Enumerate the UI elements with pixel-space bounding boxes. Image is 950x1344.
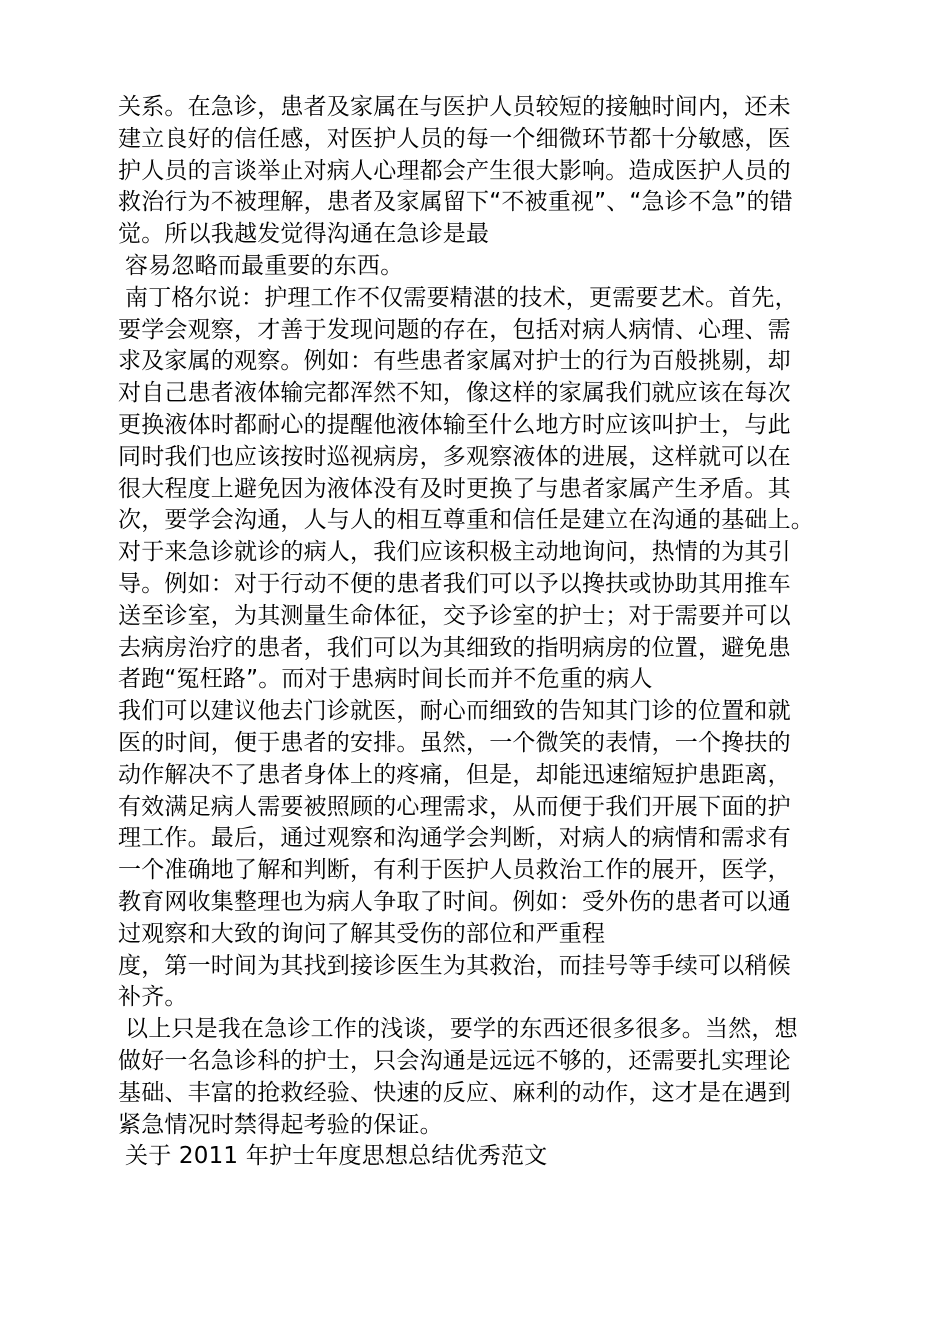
text-line: 者跑“冤枉路”。而对于患病时间长而并不危重的病人 [118, 666, 653, 693]
text-line: 护人员的言谈举止对病人心理都会产生很大影响。造成医护人员的 [118, 157, 791, 184]
text-line: 求及家属的观察。例如：有些患者家属对护士的行为百般挑剔，却 [118, 348, 791, 375]
text-line: 以上只是我在急诊工作的浅谈，要学的东西还很多很多。当然，想 [125, 1016, 798, 1043]
text-line: 导。例如：对于行动不便的患者我们可以予以搀扶或协助其用推车 [118, 570, 791, 597]
text-line: 同时我们也应该按时巡视病房，多观察液体的进展，这样就可以在 [118, 443, 791, 470]
text-line: 紧急情况时禁得起考验的保证。 [118, 1111, 443, 1138]
text-line: 补齐。 [118, 984, 188, 1011]
text-line: 救治行为不被理解，患者及家属留下“不被重视”、“急诊不急”的错 [118, 189, 793, 216]
text-line: 过观察和大致的询问了解其受伤的部位和严重程 [118, 920, 606, 947]
text-line: 基础、丰富的抢救经验、快速的反应、麻利的动作，这才是在遇到 [118, 1079, 791, 1106]
text-line: 一个准确地了解和判断，有利于医护人员救治工作的展开，医学， [118, 857, 791, 884]
text-line: 觉。所以我越发觉得沟通在急诊是最 [118, 221, 490, 248]
text-line: 我们可以建议他去门诊就医，耐心而细致的告知其门诊的位置和就 [118, 698, 791, 725]
text-line: 去病房治疗的患者，我们可以为其细致的指明病房的位置，避免患 [118, 634, 791, 661]
text-line: 动作解决不了患者身体上的疼痛，但是，却能迅速缩短护患距离， [118, 761, 791, 788]
document-page [118, 92, 838, 1173]
text-line: 次，要学会沟通，人与人的相互尊重和信任是建立在沟通的基础上。 [118, 507, 814, 534]
text-line: 对于来急诊就诊的病人，我们应该积极主动地询问，热情的为其引 [118, 539, 791, 566]
text-line: 更换液体时都耐心的提醒他液体输至什么地方时应该叫护士，与此 [118, 411, 791, 438]
text-line: 做好一名急诊科的护士，只会沟通是远远不够的，还需要扎实理论 [118, 1047, 791, 1074]
text-line: 有效满足病人需要被照顾的心理需求，从而便于我们开展下面的护 [118, 793, 791, 820]
text-line: 很大程度上避免因为液体没有及时更换了与患者家属产生矛盾。其 [118, 475, 791, 502]
text-line: 关系。在急诊，患者及家属在与医护人员较短的接触时间内，还未 [118, 94, 791, 120]
text-line: 建立良好的信任感，对医护人员的每一个细微环节都十分敏感，医 [118, 125, 791, 152]
text-line: 教育网收集整理也为病人争取了时间。例如：受外伤的患者可以通 [118, 888, 791, 915]
text-line: 对自己患者液体输完都浑然不知，像这样的家属我们就应该在每次 [118, 380, 791, 407]
text-line: 送至诊室，为其测量生命体征，交予诊室的护士；对于需要并可以 [118, 602, 791, 629]
text-line: 容易忽略而最重要的东西。 [125, 252, 404, 279]
text-line: 关于 2011 年护士年度思想总结优秀范文 [125, 1143, 548, 1170]
text-line: 要学会观察，才善于发现问题的存在，包括对病人病情、心理、需 [118, 316, 791, 343]
text-line: 南丁格尔说：护理工作不仅需要精湛的技术，更需要艺术。首先， [125, 284, 798, 311]
text-line: 医的时间，便于患者的安排。虽然，一个微笑的表情，一个搀扶的 [118, 729, 791, 756]
text-line: 度，第一时间为其找到接诊医生为其救治，而挂号等手续可以稍候 [118, 952, 791, 979]
text-line: 理工作。最后，通过观察和沟通学会判断，对病人的病情和需求有 [118, 825, 791, 852]
